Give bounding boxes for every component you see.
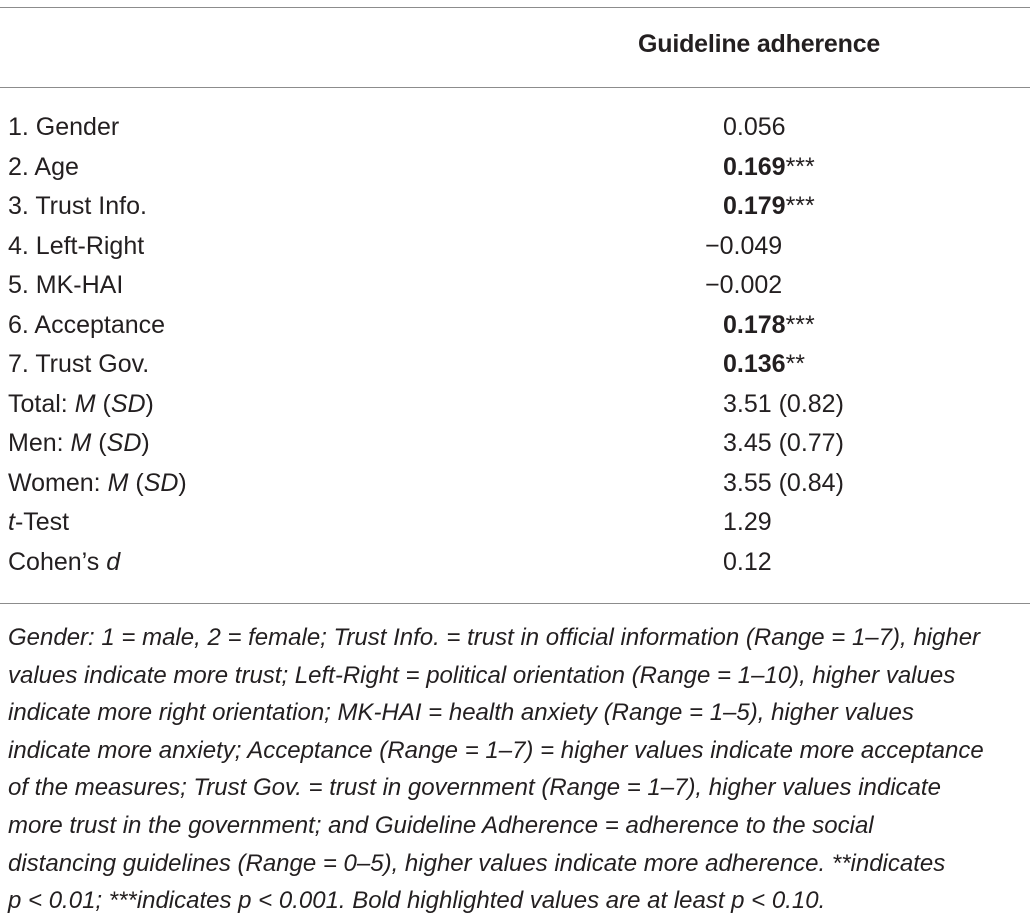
- row-value: 0.178***: [723, 310, 815, 339]
- row-label: Women: M (SD): [8, 468, 187, 497]
- footnote-line: values indicate more trust; Left-Right = political orientation (Range = 1–10), higher values: [8, 661, 956, 689]
- footnote-line: of the measures; Trust Gov. = trust in government (Range = 1–7), higher values indicate: [8, 774, 941, 802]
- table-body: [0, 108, 1030, 582]
- table-row: [0, 503, 1030, 543]
- row-label: Total: M (SD): [8, 389, 154, 418]
- row-label: 4. Left-Right: [8, 231, 145, 260]
- footnote-line: more trust in the government; and Guideline Adherence = adherence to the social: [8, 811, 874, 839]
- row-label: 7. Trust Gov.: [8, 350, 150, 378]
- table-row: [0, 345, 1030, 385]
- footnote-line: distancing guidelines (Range = 0–5), higher values indicate more adherence. **indicates: [8, 849, 946, 877]
- row-value: −0.049: [705, 231, 783, 260]
- table-row: [0, 148, 1030, 188]
- table-row: [0, 266, 1030, 306]
- row-value: 3.51 (0.82): [723, 389, 844, 418]
- row-label: Cohen’s d: [8, 547, 121, 576]
- table-footnote: [8, 619, 1028, 920]
- table-row: [0, 108, 1030, 148]
- row-value: 1.29: [723, 508, 772, 536]
- row-value: 3.55 (0.84): [723, 468, 844, 497]
- row-value: 0.056: [723, 113, 786, 141]
- row-label: 6. Acceptance: [8, 310, 166, 339]
- row-label: 1. Gender: [8, 113, 120, 141]
- footnote-line: indicate more anxiety; Acceptance (Range = 1–7) = higher values indicate more acceptance: [8, 736, 984, 764]
- row-value: 0.179***: [723, 192, 815, 220]
- row-label: t-Test: [8, 508, 70, 536]
- row-label: 3. Trust Info.: [8, 192, 147, 220]
- table-row: [0, 424, 1030, 464]
- table-row: [0, 543, 1030, 583]
- row-label: 2. Age: [8, 152, 79, 181]
- row-value: 0.136**: [723, 350, 806, 378]
- table-row: [0, 464, 1030, 504]
- row-value: −0.002: [705, 271, 783, 299]
- row-label: Men: M (SD): [8, 429, 150, 457]
- footnote-line: p < 0.01; ***indicates p < 0.001. Bold highlighted values are at least p < 0.10.: [8, 887, 826, 915]
- row-value: 0.12: [723, 547, 772, 576]
- footnote-line: Gender: 1 = male, 2 = female; Trust Info. = trust in official information (Range = 1–7), higher: [8, 624, 981, 651]
- footnote-line: indicate more right orientation; MK-HAI = health anxiety (Range = 1–5), higher values: [8, 699, 914, 727]
- row-value: 0.169***: [723, 152, 815, 181]
- footnote-rule: [0, 603, 1030, 604]
- column-header-guideline-adherence: Guideline adherence: [638, 30, 881, 58]
- table-row: [0, 385, 1030, 425]
- table-top-rule: [0, 7, 1030, 8]
- row-value: 3.45 (0.77): [723, 429, 844, 457]
- table-row: [0, 187, 1030, 227]
- table-row: [0, 306, 1030, 346]
- table-row: [0, 227, 1030, 267]
- row-label: 5. MK-HAI: [8, 271, 124, 299]
- header-rule: [0, 87, 1030, 88]
